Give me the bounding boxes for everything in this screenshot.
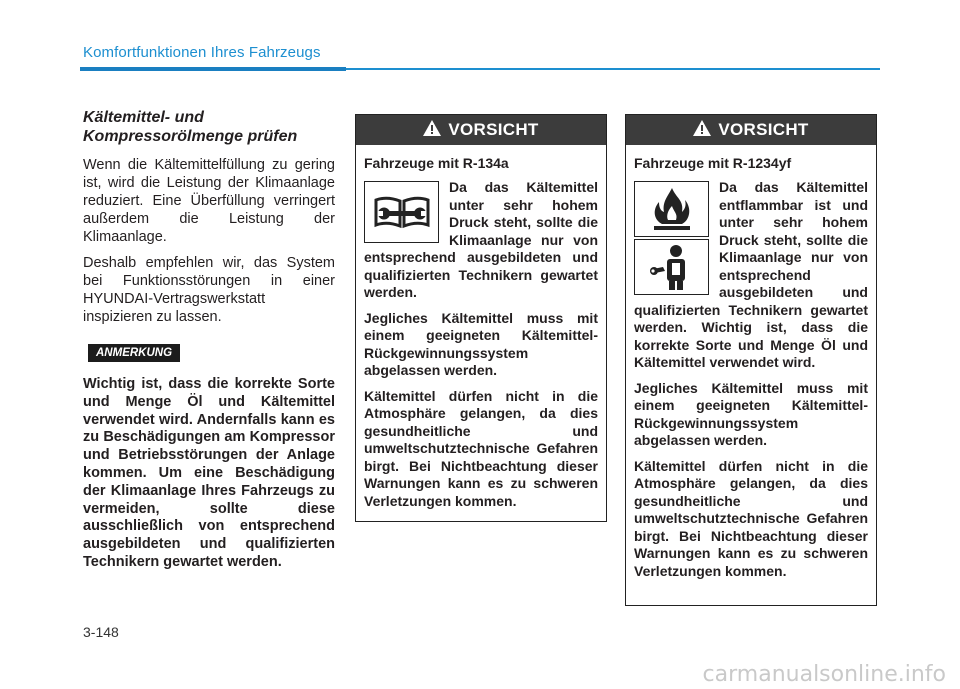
flame-icon <box>634 181 709 237</box>
caution-box-r134a <box>355 114 607 522</box>
note-badge: ANMERKUNG <box>88 344 180 362</box>
caution-paragraph-1: Da das Kältemittel entflammbar ist und unter sehr hohem Druck steht, sollte die Klimaanlage nur von entsprechend ausgebildeten und qualifizierten Technikern gewartet werden. Wichtig ist, dass die korrekte Sorte und Menge Öl und Kältemittel verwendet wird. <box>634 179 868 370</box>
caution-paragraph-1: Da das Kältemittel unter sehr hohem Druck steht, sollte die Klimaanlage nur von entsprechend ausgebildeten und qualifizierten Technikern gewartet werden. <box>364 179 598 300</box>
header-rule-dark <box>80 67 346 71</box>
wrench-book-icon <box>364 181 439 243</box>
note-text: Wichtig ist, dass die korrekte Sorte und Menge Öl und Kältemittel verwendet wird. Andernfalls kann es zu Beschädigungen am Kompressor und Betriebsstörungen der Anlage kommen. Um eine Beschädigung der Klimaanlage Ihres Fahrzeugs zu vermeiden, sollte diese ausschließlich von entsprechend ausgebildeten und qualifizierten Technikern gewartet werden. <box>83 376 335 570</box>
header-rule-light <box>346 68 880 70</box>
warning-triangle-icon <box>693 120 711 141</box>
watermark: carmanualsonline.info <box>702 662 946 687</box>
caution-paragraph-2: Jegliches Kältemittel muss mit einem geeigneten Kältemittel-Rückgewinnungssystem abgelassen werden. <box>364 309 598 378</box>
vehicle-type: Fahrzeuge mit R-134a <box>364 155 509 171</box>
caution-paragraph-3: Kältemittel dürfen nicht in die Atmosphäre gelangen, da dies gesundheitliche und umweltschutztechnische Gefahren birgt. Bei Nichtbeachtung dieser Warnungen kann es zu schweren Verletzungen kommen. <box>634 457 868 579</box>
page-number: 3-148 <box>83 624 119 640</box>
section-title: Kältemittel- und Kompressorölmenge prüfen <box>83 109 298 145</box>
section-header-title: Komfortfunktionen Ihres Fahrzeugs <box>83 44 321 61</box>
caution-paragraph-2: Jegliches Kältemittel muss mit einem geeigneten Kältemittel-Rückgewinnungssystem abgelassen werden. <box>634 379 868 448</box>
body-paragraph-2: Deshalb empfehlen wir, das System bei Funktionsstörungen in einer HYUNDAI-Vertragswerkstatt inspizieren zu lassen. <box>83 255 335 325</box>
left-column <box>83 108 335 572</box>
warning-triangle-icon <box>423 120 441 141</box>
caution-heading: VORSICHT <box>448 120 539 139</box>
technician-icon <box>634 239 709 295</box>
caution-heading: VORSICHT <box>718 120 809 139</box>
body-paragraph-1: Wenn die Kältemittelfüllung zu gering ist, wird die Leistung der Klimaanlage reduziert. Eine Überfüllung verringert außerdem die Leistung der Klimaanlage. <box>83 157 335 245</box>
vehicle-type: Fahrzeuge mit R-1234yf <box>634 155 792 171</box>
caution-header <box>626 115 876 145</box>
caution-paragraph-3: Kältemittel dürfen nicht in die Atmosphäre gelangen, da dies gesundheitliche und umweltschutztechnische Gefahren birgt. Bei Nichtbeachtung dieser Warnungen kann es zu schweren Verletzungen kommen. <box>364 387 598 509</box>
caution-box-r1234yf <box>625 114 877 606</box>
caution-header <box>356 115 606 145</box>
